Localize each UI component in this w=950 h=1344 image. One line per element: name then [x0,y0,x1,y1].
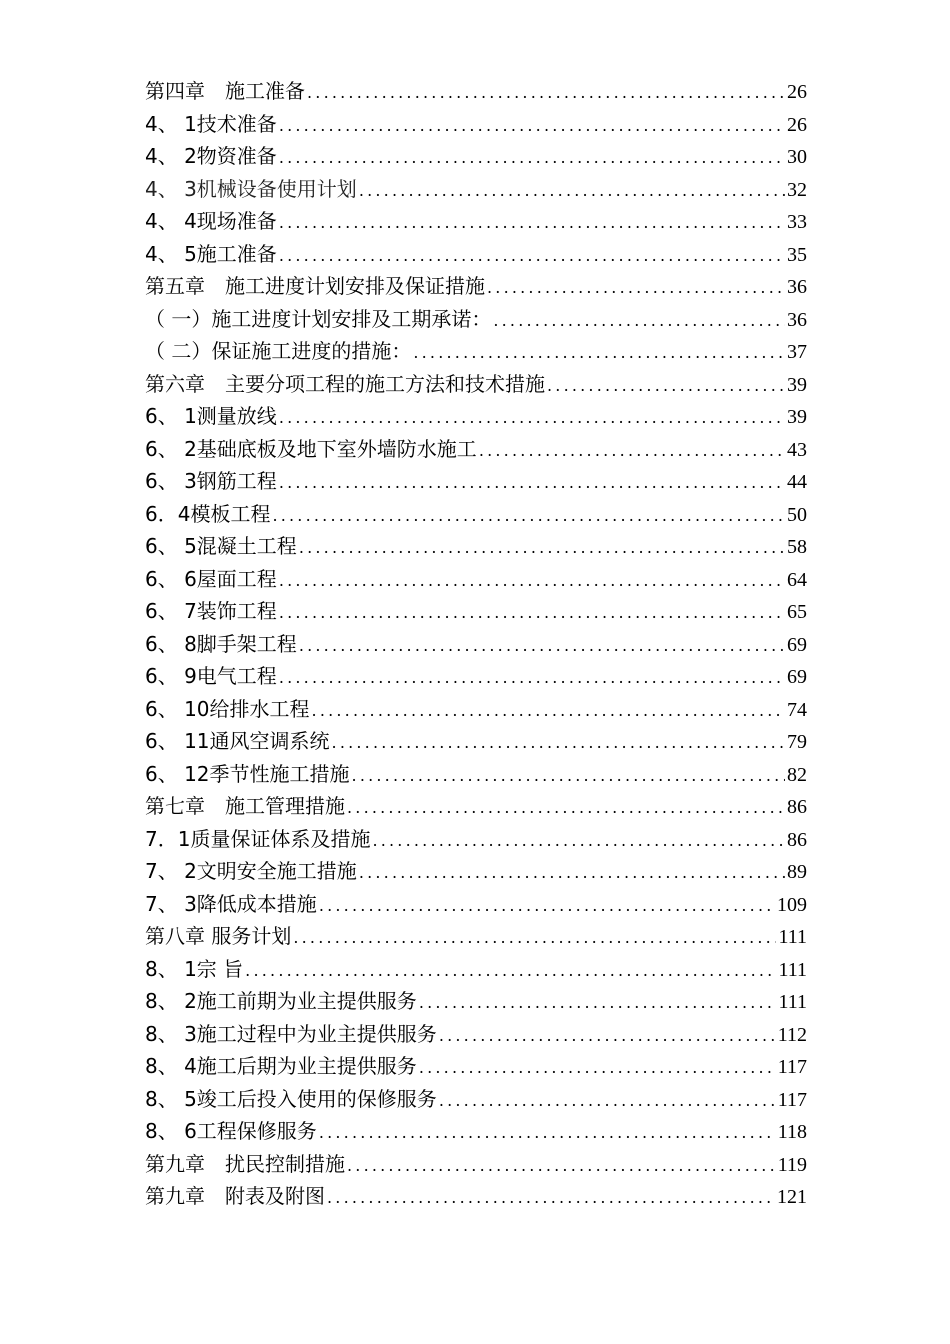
toc-entry-title: 6．4模板工程 [145,501,271,526]
toc-entry-title: 第九章 扰民控制措施 [145,1151,345,1176]
toc-dot-leader [319,890,775,923]
toc-dot-leader [279,662,785,695]
toc-dot-leader [319,1117,776,1150]
toc-entry [145,530,807,563]
toc-entry [145,108,807,141]
toc-page-number: 36 [787,276,807,298]
toc-entry-title: 8、 2施工前期为业主提供服务 [145,989,417,1013]
toc-dot-leader [299,630,785,663]
toc-entry-title: 4、 3机械设备使用计划 [145,176,357,201]
toc-dot-leader [352,760,785,793]
toc-entry [145,205,807,238]
toc-entry [145,433,807,466]
toc-dot-leader [279,565,785,598]
toc-page-number: 121 [777,1186,807,1208]
toc-entry-title: 4、 4现场准备 [145,209,277,233]
toc-dot-leader [419,987,777,1020]
toc-dot-leader [279,142,785,175]
toc-entry [145,1083,807,1116]
toc-page-number: 58 [787,536,807,558]
toc-page-number: 33 [787,211,807,233]
toc-entry [145,1180,807,1213]
toc-page-number: 82 [787,763,807,786]
toc-entry [145,888,807,921]
toc-entry-title: 8、 1宗 旨 [145,956,244,981]
toc-entry [145,563,807,596]
toc-dot-leader [279,467,785,500]
toc-entry [145,660,807,693]
toc-page-number: 39 [787,406,807,428]
toc-entry [145,303,807,336]
toc-dot-leader [479,435,785,468]
toc-entry [145,498,807,531]
toc-entry [145,953,807,986]
toc-entry-title: 第九章 附表及附图 [145,1184,325,1208]
toc-dot-leader [347,1150,776,1183]
toc-entry-title: 6、 8脚手架工程 [145,631,297,656]
toc-page-number: 43 [787,438,807,461]
toc-dot-leader [279,240,785,273]
toc-entry [145,855,807,888]
toc-entry [145,335,807,368]
toc-entry-title: 6、 5混凝土工程 [145,534,297,558]
toc-dot-leader [312,695,785,728]
toc-dot-leader [293,922,776,955]
toc-dot-leader [487,272,785,305]
toc-dot-leader [279,110,785,143]
toc-entry-title: 8、 3施工过程中为业主提供服务 [145,1021,437,1046]
toc-page-number: 79 [787,731,807,753]
toc-page-number: 39 [787,373,807,396]
toc-page-number: 69 [787,666,807,688]
toc-page-number: 36 [787,308,807,331]
toc-page-number: 111 [778,991,807,1013]
toc-entry-title: 第五章 施工进度计划安排及保证措施 [145,274,485,298]
toc-page-number: 86 [787,828,807,851]
toc-entry-title: 7、 2文明安全施工措施 [145,859,357,883]
toc-page-number: 32 [787,178,807,201]
toc-dot-leader [359,857,785,890]
toc-dot-leader [347,792,785,825]
toc-entry [145,270,807,303]
toc-page-number: 35 [787,243,807,266]
toc-entry [145,693,807,726]
toc-page-number: 112 [777,1023,807,1046]
toc-entry [145,790,807,823]
toc-page-number: 117 [777,1056,807,1078]
toc-entry [145,465,807,498]
toc-entry-title: 4、 5施工准备 [145,241,277,266]
toc-page-number: 30 [787,146,807,168]
toc-entry-title: 第七章 施工管理措施 [145,794,345,818]
toc-entry-title: 6、 11通风空调系统 [145,729,330,753]
toc-entry [145,985,807,1018]
toc-dot-leader [372,825,785,858]
toc-entry [145,823,807,856]
toc-entry [145,238,807,271]
toc-page-number: 109 [777,893,807,916]
toc-entry-title: 8、 5竣工后投入使用的保修服务 [145,1086,437,1111]
toc-entry [145,1018,807,1051]
toc-entry-title: 6、 6屋面工程 [145,566,277,591]
toc-dot-leader [307,77,785,110]
toc-entry-title: 6、 7装饰工程 [145,599,277,623]
toc-entry-title: 7、 3降低成本措施 [145,891,317,916]
toc-dot-leader [359,175,785,208]
toc-page-number: 111 [778,926,807,948]
toc-entry [145,140,807,173]
toc-entry-title: 8、 4施工后期为业主提供服务 [145,1054,417,1078]
toc-entry [145,1148,807,1181]
toc-entry-title: 第八章 服务计划 [145,924,292,948]
toc-page-number: 69 [787,633,807,656]
toc-entry-title: 4、 2物资准备 [145,144,277,168]
toc-entry-title: 6、 1测量放线 [145,404,277,428]
toc-page-number: 74 [787,698,807,721]
toc-page-number: 50 [787,503,807,526]
toc-page-number: 64 [787,568,807,591]
toc-dot-leader [547,370,785,403]
toc-page-number: 119 [777,1153,807,1176]
toc-dot-leader [439,1085,776,1118]
toc-page-number: 111 [778,958,807,981]
toc-entry-title: 7．1质量保证体系及措施 [145,826,371,851]
toc-dot-leader [279,597,785,630]
toc-dot-leader [332,727,785,760]
table-of-contents [145,75,807,1213]
toc-entry [145,920,807,953]
toc-page-number: 44 [787,471,807,493]
toc-dot-leader [245,955,776,988]
toc-dot-leader [493,305,785,338]
toc-entry-title: 4、 1技术准备 [145,111,277,136]
toc-entry-title: 第六章 主要分项工程的施工方法和技术措施 [145,371,545,396]
toc-entry [145,400,807,433]
toc-dot-leader [272,500,785,533]
toc-entry-title: 6、 2基础底板及地下室外墙防水施工 [145,436,477,461]
toc-entry-title: （ 一）施工进度计划安排及工期承诺： [145,306,492,331]
toc-dot-leader [327,1182,775,1215]
toc-entry-title: 6、 12季节性施工措施 [145,761,350,786]
toc-entry [145,725,807,758]
toc-entry [145,1115,807,1148]
toc-dot-leader [419,1052,776,1085]
toc-entry [145,628,807,661]
toc-page-number: 89 [787,861,807,883]
toc-dot-leader [279,402,785,435]
toc-page-number: 65 [787,601,807,623]
toc-entry [145,1050,807,1083]
toc-entry [145,173,807,206]
toc-dot-leader [413,337,785,370]
toc-entry-title: 6、 9电气工程 [145,664,277,688]
toc-page-number: 118 [777,1121,807,1143]
toc-entry [145,595,807,628]
toc-dot-leader [299,532,785,565]
toc-dot-leader [279,207,785,240]
toc-page-number: 26 [787,113,807,136]
toc-entry [145,75,807,108]
toc-entry-title: 第四章 施工准备 [145,79,305,103]
toc-entry [145,758,807,791]
toc-page-number: 86 [787,796,807,818]
toc-entry [145,368,807,401]
toc-page-number: 26 [787,81,807,103]
toc-page-number: 37 [787,341,807,363]
toc-entry-title: （ 二）保证施工进度的措施： [145,339,412,363]
toc-entry-title: 8、 6工程保修服务 [145,1119,317,1143]
toc-entry-title: 6、 10给排水工程 [145,696,310,721]
toc-dot-leader [439,1020,776,1053]
toc-page-number: 117 [777,1088,807,1111]
toc-entry-title: 6、 3钢筋工程 [145,469,277,493]
